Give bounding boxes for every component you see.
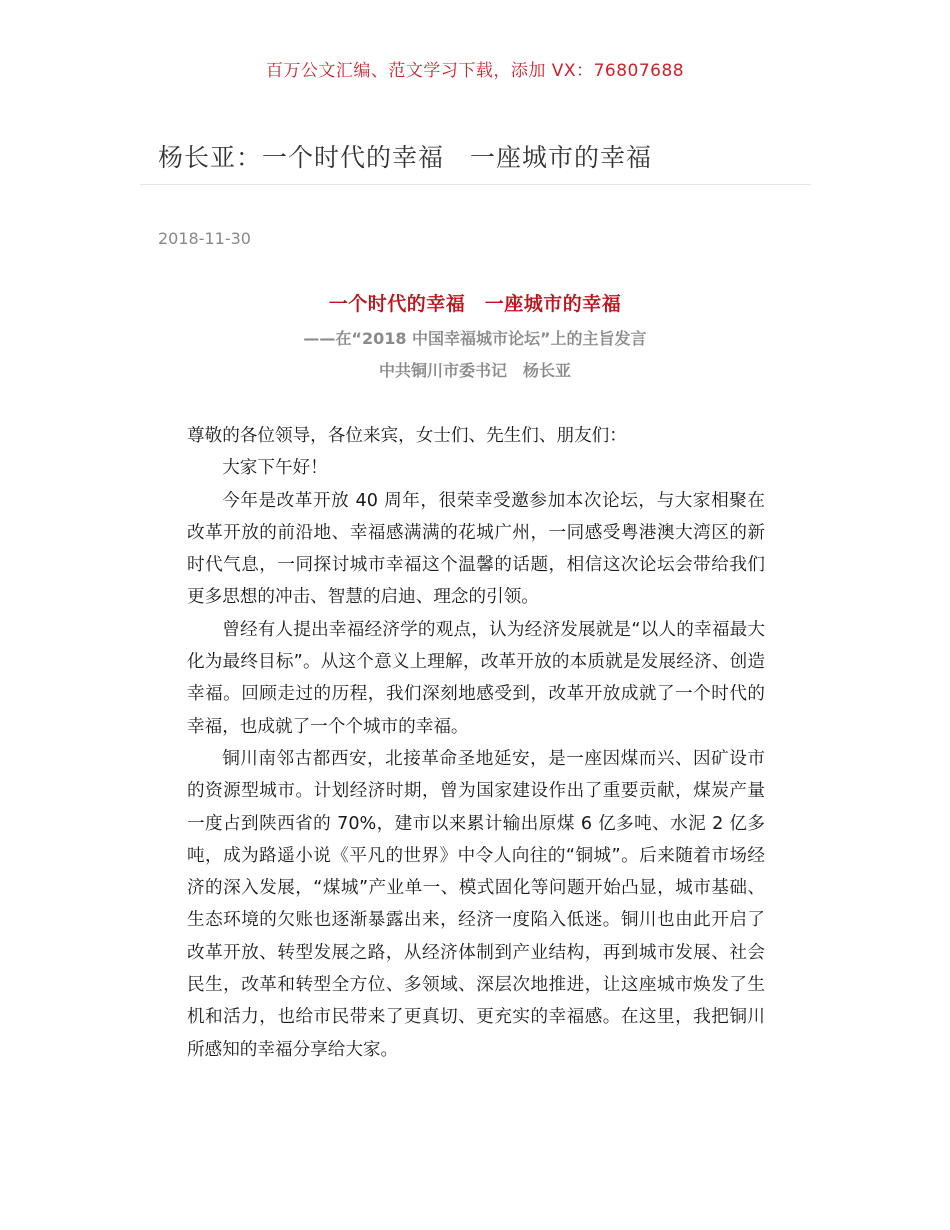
greeting-paragraph: 大家下午好！ [222, 458, 328, 479]
salutation-paragraph: 尊敬的各位领导，各位来宾，女士们、先生们、朋友们： [187, 426, 627, 446]
body-paragraph: 铜川南邻古都西安，北接革命圣地延安，是一座因煤而兴、因矿设市的资源型城市。计划经济时期，曾为国家建设作出了重要贡献，煤炭产量一度占到陕西省的 70%，建市以来累计输出原煤 6 亿多吨、水泥 2 亿多吨，成为路遥小说《平凡的世界》中令人向往的“铜城”。后来随着市场经济的深入发展，“煤城”产业单一、模式固化等问题开始凸显，城市基础、生态环境的欠账也逐渐暴露出来，经济一度陷入低迷。铜川也由此开启了改革开放、转型发展之路，从经济体制到产业结构，再到城市发展、社会民生，改革和转型全方位、多领域、深层次地推进，让这座城市焕发了生机和活力，也给市民带来了更真切、更充实的幸福感。在这里，我把铜川所感知的幸福分享给大家。 [187, 748, 765, 1060]
article-date: 2018-11-30 [158, 229, 251, 248]
speech-headline: 一个时代的幸福 一座城市的幸福 [328, 293, 622, 315]
speech-byline: 中共铜川市委书记 杨长亚 [378, 361, 571, 380]
download-banner: 百万公文汇编、范文学习下载，添加 VX：76807688 [265, 61, 685, 81]
speech-subtitle: ——在“2018 中国幸福城市论坛”上的主旨发言 [303, 329, 647, 348]
article-body [187, 420, 765, 1066]
body-paragraph: 今年是改革开放 40 周年，很荣幸受邀参加本次论坛，与大家相聚在改革开放的前沿地、幸福感满满的花城广州，一同感受粤港澳大湾区的新时代气息，一同探讨城市幸福这个温馨的话题，相信这次论坛会带给我们更多思想的冲击、智慧的启迪、理念的引领。 [187, 490, 765, 608]
body-paragraph: 曾经有人提出幸福经济学的观点，认为经济发展就是“以人的幸福最大化为最终目标”。从这个意义上理解，改革开放的本质就是发展经济、创造幸福。回顾走过的历程，我们深刻地感受到，改革开放成就了一个时代的幸福，也成就了一个个城市的幸福。 [187, 619, 765, 737]
article-title: 杨长亚：一个时代的幸福 一座城市的幸福 [158, 143, 653, 172]
title-divider [140, 184, 811, 185]
